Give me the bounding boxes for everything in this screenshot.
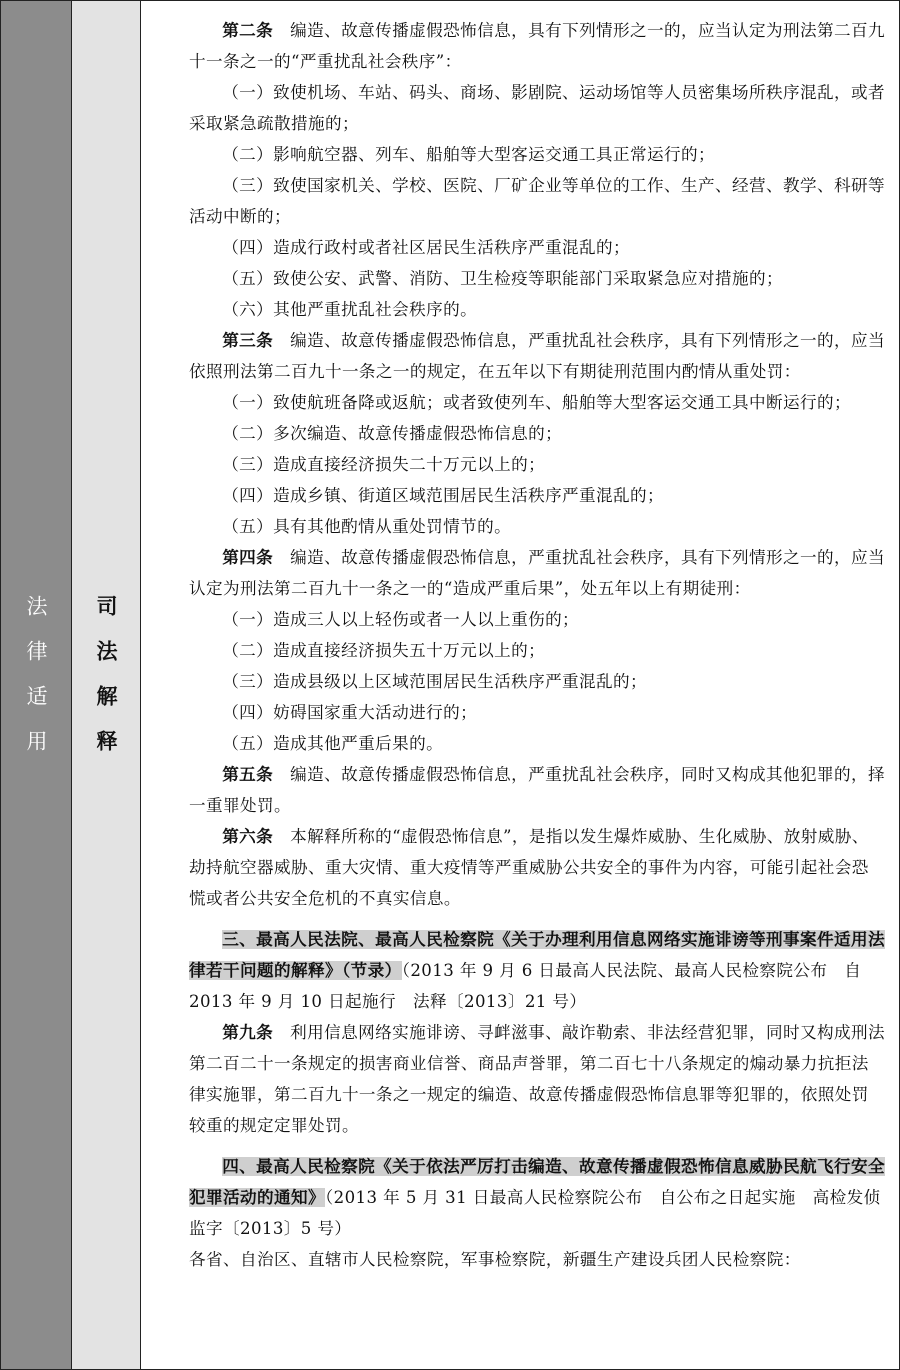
list-item: （六）其他严重扰乱社会秩序的。	[222, 300, 478, 319]
article-text: 本解释所称的“虚假恐怖信息”，是指以发生爆炸威胁、生化威胁、放射威胁、劫持航空器威胁、重大灾情、重大疫情等严重威胁公共安全的事件为内容，可能引起社会恐慌或者公共安全危机的不真实信息。	[189, 827, 869, 908]
section-title: 四、最高人民检察院《关于依法严厉打击编造、故意传播虚假恐怖信息威胁民航飞行安全犯罪活动的通知》	[189, 1157, 885, 1207]
article-label: 第九条	[222, 1023, 274, 1042]
category-label: 法律适用	[24, 595, 48, 775]
article-label: 第六条	[222, 827, 274, 846]
list-item: （五）造成其他严重后果的。	[222, 734, 444, 753]
article-text: 编造、故意传播虚假恐怖信息，具有下列情形之一的，应当认定为刑法第二百九十一条之一的“严重扰乱社会秩序”：	[189, 21, 885, 71]
category-column	[1, 1, 72, 1369]
article-4	[189, 542, 885, 604]
list-item: （四）造成乡镇、街道区域范围居民生活秩序严重混乱的；	[222, 486, 665, 505]
addressee-line: 各省、自治区、直辖市人民检察院，军事检察院，新疆生产建设兵团人民检察院：	[189, 1250, 801, 1269]
article-9	[189, 1017, 885, 1141]
section-4-heading	[189, 1151, 885, 1244]
list-item: （四）妨碍国家重大活动进行的；	[222, 703, 478, 722]
list-item: （三）造成直接经济损失二十万元以上的；	[222, 455, 546, 474]
article-5	[189, 759, 885, 821]
list-item: （三）致使国家机关、学校、医院、厂矿企业等单位的工作、生产、经营、教学、科研等活动中断的；	[189, 176, 885, 226]
section-3-heading	[189, 924, 885, 1017]
subcategory-label: 司法解释	[94, 595, 118, 775]
article-label: 第二条	[222, 21, 274, 40]
list-item: （二）影响航空器、列车、船舶等大型客运交通工具正常运行的；	[222, 145, 716, 164]
list-item: （五）致使公安、武警、消防、卫生检疫等职能部门采取紧急应对措施的；	[222, 269, 783, 288]
article-3	[189, 325, 885, 387]
section-title: 三、最高人民法院、最高人民检察院《关于办理利用信息网络实施诽谤等刑事案件适用法律若干问题的解释》（节录）	[189, 930, 885, 980]
article-2	[189, 15, 885, 77]
article-text: 编造、故意传播虚假恐怖信息，严重扰乱社会秩序，具有下列情形之一的，应当认定为刑法第二百九十一条之一的“造成严重后果”，处五年以上有期徒刑：	[189, 548, 885, 598]
list-item: （一）致使航班备降或返航；或者致使列车、船舶等大型客运交通工具中断运行的；	[222, 393, 851, 412]
article-text: 编造、故意传播虚假恐怖信息，严重扰乱社会秩序，同时又构成其他犯罪的，择一重罪处罚。	[189, 765, 885, 815]
list-item: （四）造成行政村或者社区居民生活秩序严重混乱的；	[222, 238, 631, 257]
list-item: （五）具有其他酌情从重处罚情节的。	[222, 517, 512, 536]
document-body	[141, 1, 899, 1369]
list-item: （一）致使机场、车站、码头、商场、影剧院、运动场馆等人员密集场所秩序混乱，或者采取紧急疏散措施的；	[189, 83, 885, 133]
article-6	[189, 821, 885, 914]
article-label: 第五条	[222, 765, 274, 784]
section-note: （2013 年 5 月 31 日最高人民检察院公布 自公布之日起实施 高检发侦监字〔2013〕5 号）	[189, 1188, 881, 1238]
list-item: （一）造成三人以上轻伤或者一人以上重伤的；	[222, 610, 580, 629]
section-note: （2013 年 9 月 6 日最高人民法院、最高人民检察院公布 自 2013 年 9 月 10 日起施行 法释〔2013〕21 号）	[189, 961, 862, 1011]
list-item: （二）造成直接经济损失五十万元以上的；	[222, 641, 546, 660]
article-label: 第四条	[222, 548, 274, 567]
list-item: （二）多次编造、故意传播虚假恐怖信息的；	[222, 424, 563, 443]
article-text: 利用信息网络实施诽谤、寻衅滋事、敲诈勒索、非法经营犯罪，同时又构成刑法第二百二十一条规定的损害商业信誉、商品声誉罪，第二百七十八条规定的煽动暴力抗拒法律实施罪，第二百九十一条之一规定的编造、故意传播虚假恐怖信息罪等犯罪的，依照处罚较重的规定定罪处罚。	[189, 1023, 885, 1135]
subcategory-column	[72, 1, 141, 1369]
list-item: （三）造成县级以上区域范围居民生活秩序严重混乱的；	[222, 672, 648, 691]
article-label: 第三条	[222, 331, 274, 350]
article-text: 编造、故意传播虚假恐怖信息，严重扰乱社会秩序，具有下列情形之一的，应当依照刑法第二百九十一条之一的规定，在五年以下有期徒刑范围内酌情从重处罚：	[189, 331, 885, 381]
